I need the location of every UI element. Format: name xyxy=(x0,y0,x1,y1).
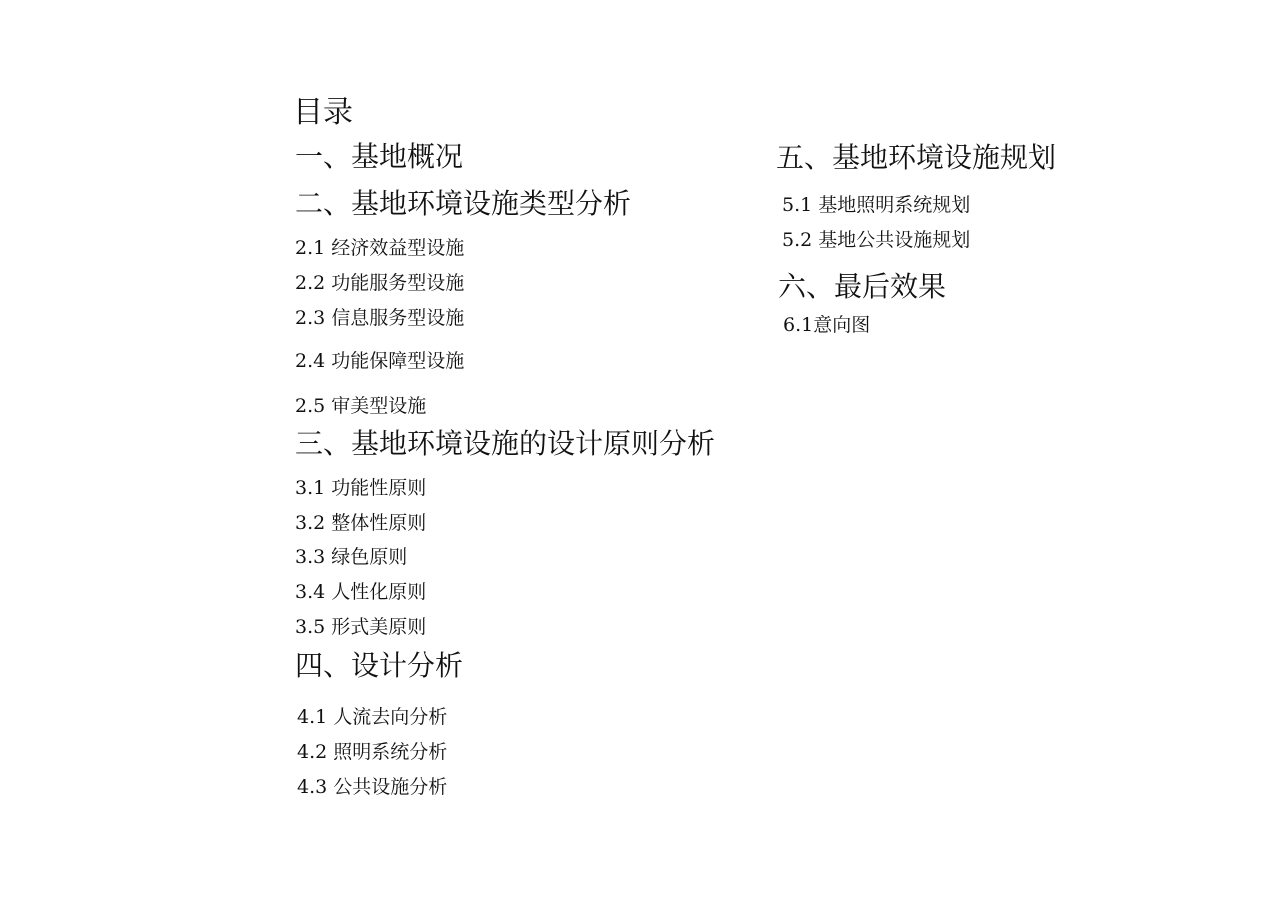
section-heading-5: 五、基地环境设施规划 xyxy=(776,141,1057,174)
toc-entry-2-1: 2.1 经济效益型设施 xyxy=(295,237,465,259)
toc-entry-2-2: 2.2 功能服务型设施 xyxy=(295,272,465,294)
section-heading-3: 三、基地环境设施的设计原则分析 xyxy=(295,427,716,460)
section-heading-1: 一、基地概况 xyxy=(295,140,464,173)
toc-entry-3-1: 3.1 功能性原则 xyxy=(295,477,427,499)
toc-entry-3-5: 3.5 形式美原则 xyxy=(295,616,427,638)
toc-entry-6-1: 6.1意向图 xyxy=(783,314,871,336)
toc-entry-2-3: 2.3 信息服务型设施 xyxy=(295,307,465,329)
toc-entry-3-4: 3.4 人性化原则 xyxy=(295,581,427,603)
toc-entry-2-5: 2.5 审美型设施 xyxy=(295,395,427,417)
section-heading-4: 四、设计分析 xyxy=(295,649,464,682)
toc-entry-3-2: 3.2 整体性原则 xyxy=(295,512,427,534)
section-heading-6: 六、最后效果 xyxy=(778,270,947,303)
toc-title: 目录 xyxy=(293,95,353,130)
toc-entry-4-1: 4.1 人流去向分析 xyxy=(297,706,448,728)
toc-entry-3-3: 3.3 绿色原则 xyxy=(295,546,408,568)
toc-entry-5-2: 5.2 基地公共设施规划 xyxy=(782,229,971,251)
section-heading-2: 二、基地环境设施类型分析 xyxy=(295,187,632,220)
toc-entry-2-4: 2.4 功能保障型设施 xyxy=(295,350,465,372)
toc-entry-5-1: 5.1 基地照明系统规划 xyxy=(782,194,971,216)
toc-entry-4-3: 4.3 公共设施分析 xyxy=(297,776,448,798)
toc-entry-4-2: 4.2 照明系统分析 xyxy=(297,741,448,763)
